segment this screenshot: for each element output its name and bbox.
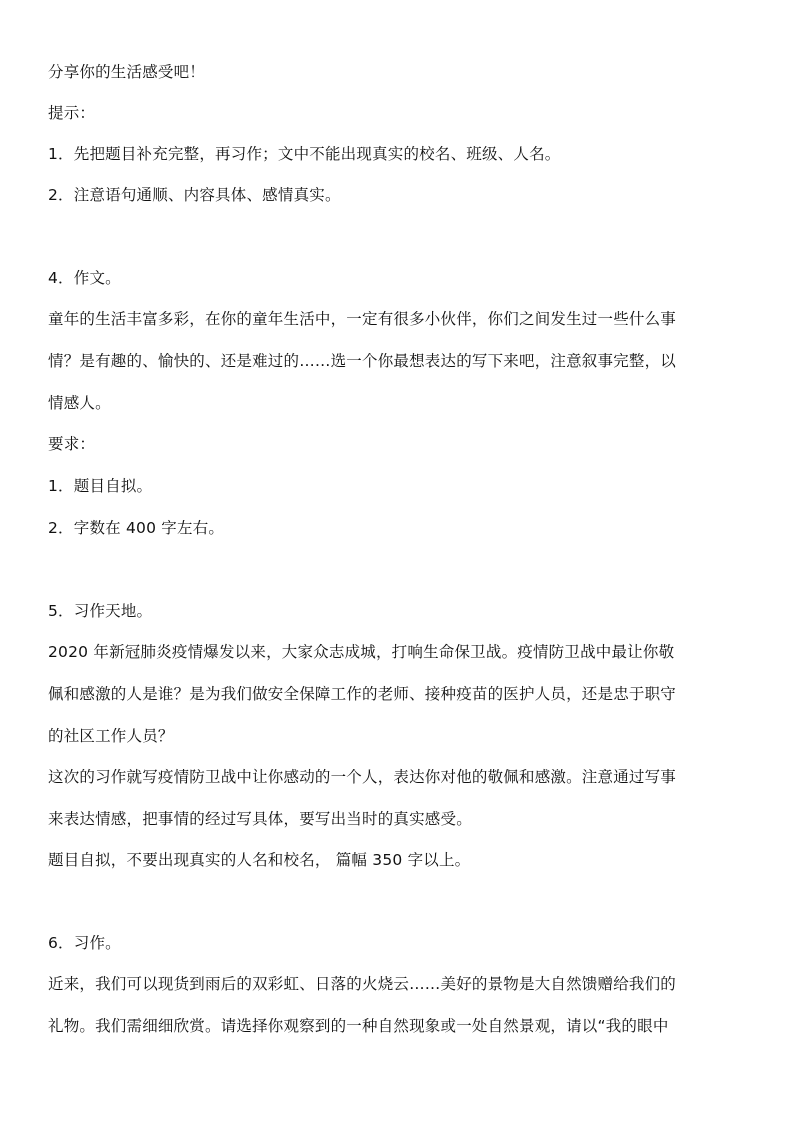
q6-title: 6．习作。 [48, 934, 121, 952]
q4-requirement-2: 2．字数在 400 字左右。 [48, 519, 225, 537]
q5-paragraph-line: 的社区工作人员？ [48, 727, 174, 745]
q5-paragraph-line: 佩和感激的人是谁？是为我们做安全保障工作的老师、接种疫苗的医护人员，还是忠于职守 [48, 685, 677, 703]
q5-paragraph-line: 来表达情感，把事情的经过写具体，要写出当时的真实感受。 [48, 810, 472, 828]
intro-text: 分享你的生活感受吧！ [48, 63, 206, 81]
q4-paragraph-line: 童年的生活丰富多彩，在你的童年生活中，一定有很多小伙伴，你们之间发生过一些什么事 [48, 310, 677, 328]
q5-title: 5．习作天地。 [48, 602, 153, 620]
q5-paragraph-line: 题目自拟，不要出现真实的人名和校名， 篇幅 350 字以上。 [48, 851, 471, 869]
hint-item-1: 1．先把题目补充完整，再习作；文中不能出现真实的校名、班级、人名。 [48, 145, 561, 163]
q6-paragraph-line: 近来，我们可以现货到雨后的双彩虹、日落的火烧云……美好的景物是大自然馈赠给我们的 [48, 975, 677, 993]
q5-paragraph-line: 这次的习作就写疫情防卫战中让你感动的一个人，表达你对他的敬佩和感激。注意通过写事 [48, 768, 677, 786]
q6-paragraph-line: 礼物。我们需细细欣赏。请选择你观察到的一种自然现象或一处自然景观，请以“我的眼中 [48, 1017, 669, 1035]
hint-label: 提示： [48, 104, 96, 122]
q4-requirement-1: 1．题目自拟。 [48, 477, 153, 495]
q4-paragraph-line: 情感人。 [48, 394, 111, 412]
hint-item-2: 2．注意语句通顺、内容具体、感情真实。 [48, 186, 341, 204]
q5-paragraph-line: 2020 年新冠肺炎疫情爆发以来，大家众志成城，打响生命保卫战。疫情防卫战中最让你敬 [48, 643, 675, 661]
q4-title: 4．作文。 [48, 269, 121, 287]
q4-paragraph-line: 情？是有趣的、愉快的、还是难过的……选一个你最想表达的写下来吧，注意叙事完整，以 [48, 352, 677, 370]
q4-requirements-label: 要求： [48, 435, 96, 453]
